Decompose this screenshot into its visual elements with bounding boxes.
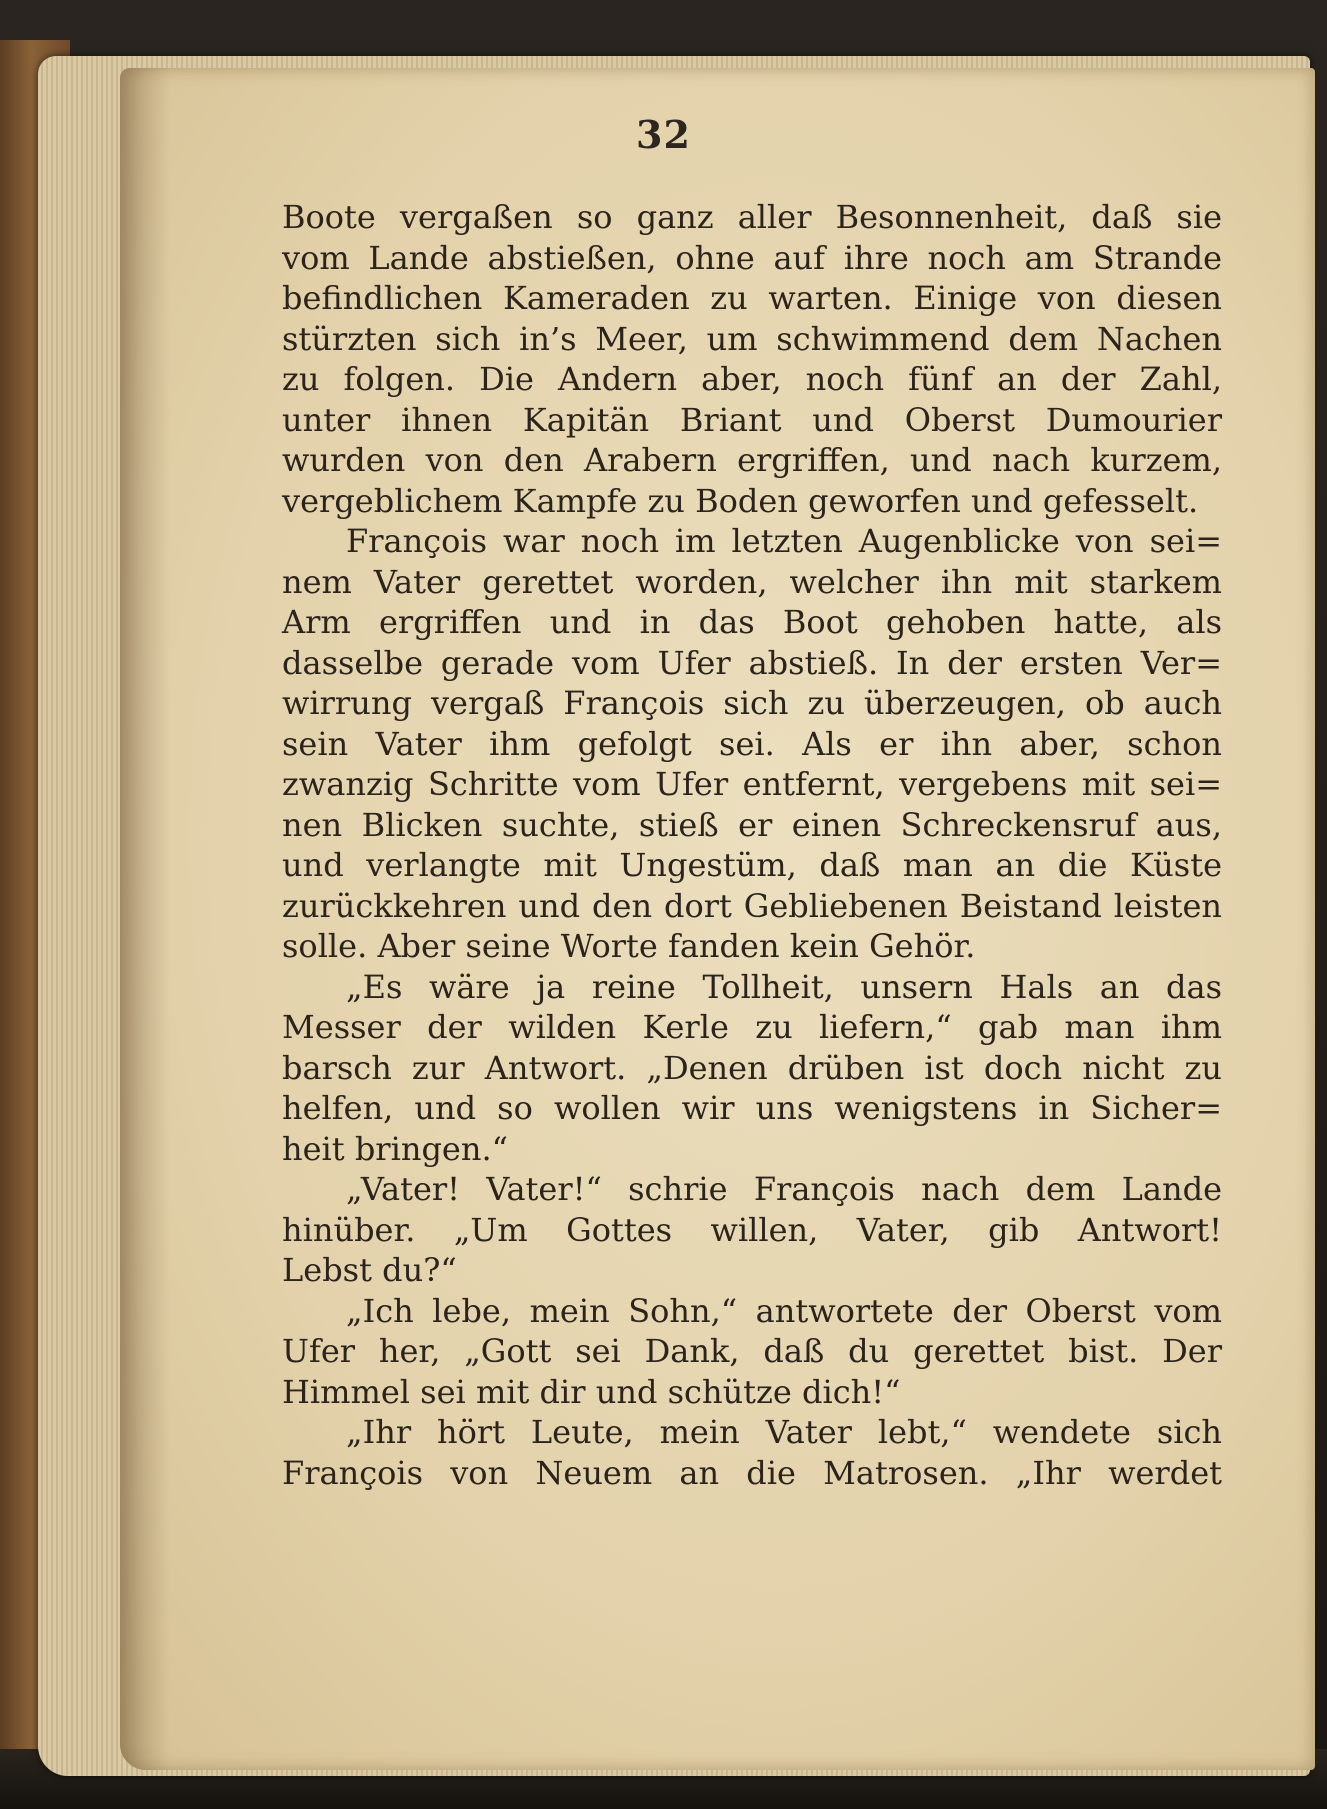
text-line: Lebst du?“	[282, 1251, 457, 1289]
text-line: stürzten sich in’s Meer, um schwimmend dem Nachen	[282, 319, 1222, 358]
text-line: zu folgen. Die Andern aber, noch fünf an der Zahl,	[282, 360, 1222, 398]
text-line: „Es wäre ja reine Tollheit, unsern Hals an das	[346, 967, 1222, 1006]
text-line: befindlichen Kameraden zu warten. Einige von diesen	[282, 279, 1222, 317]
text-line: hinüber. „Um Gottes willen, Vater, gib Antwort!	[282, 1210, 1222, 1249]
page-number: 32	[636, 112, 691, 157]
text-line: barsch zur Antwort. „Denen drüben ist doch nicht zu	[282, 1048, 1222, 1087]
text-line: sein Vater ihm gefolgt sei. Als er ihn aber, schon	[282, 724, 1222, 763]
text-line: dasselbe gerade vom Ufer abstieß. In der ersten Ver=	[282, 643, 1222, 682]
text-line: Himmel sei mit dir und schütze dich!“	[282, 1372, 901, 1411]
text-line: nem Vater gerettet worden, welcher ihn mit starkem	[282, 562, 1222, 601]
text-line: wurden von den Arabern ergriffen, und nach kurzem,	[282, 441, 1222, 479]
text-line: „Vater! Vater!“ schrie François nach dem Lande	[346, 1170, 1222, 1208]
text-line: heit bringen.“	[282, 1129, 508, 1168]
text-line: „Ich lebe, mein Sohn,“ antwortete der Oberst vom	[346, 1291, 1222, 1330]
text-line: vergeblichem Kampfe zu Boden geworfen und gefesselt.	[282, 481, 1199, 520]
text-line: zwanzig Schritte vom Ufer entfernt, vergebens mit sei=	[282, 765, 1222, 803]
text-line: „Ihr hört Leute, mein Vater lebt,“ wendete sich	[346, 1413, 1222, 1451]
text-line: François von Neuem an die Matrosen. „Ihr werdet	[282, 1453, 1222, 1492]
text-line: helfen, und so wollen wir uns wenigstens in Sicher=	[282, 1089, 1222, 1127]
text-line: François war noch im letzten Augenblicke von sei=	[346, 522, 1222, 560]
text-line: zurückkehren und den dort Gebliebenen Beistand leisten	[282, 886, 1222, 925]
text-line: vom Lande abstießen, ohne auf ihre noch am Strande	[282, 238, 1222, 277]
text-line: Messer der wilden Kerle zu liefern,“ gab man ihm	[282, 1008, 1222, 1046]
text-line: solle. Aber seine Worte fanden kein Gehör.	[282, 927, 976, 965]
text-line: Ufer her, „Gott sei Dank, daß du gerettet bist. Der	[282, 1332, 1222, 1370]
text-line: Arm ergriffen und in das Boot gehoben hatte, als	[282, 603, 1222, 641]
gutter-shadow	[120, 68, 170, 1770]
text-line: unter ihnen Kapitän Briant und Oberst Dumourier	[282, 400, 1222, 439]
text-line: und verlangte mit Ungestüm, daß man an die Küste	[282, 846, 1222, 884]
body-text	[282, 197, 1222, 1493]
text-line: Boote vergaßen so ganz aller Besonnenheit, daß sie	[282, 198, 1222, 236]
text-line: wirrung vergaß François sich zu überzeugen, ob auch	[282, 684, 1222, 722]
text-line: nen Blicken suchte, stieß er einen Schreckensruf aus,	[282, 805, 1222, 844]
